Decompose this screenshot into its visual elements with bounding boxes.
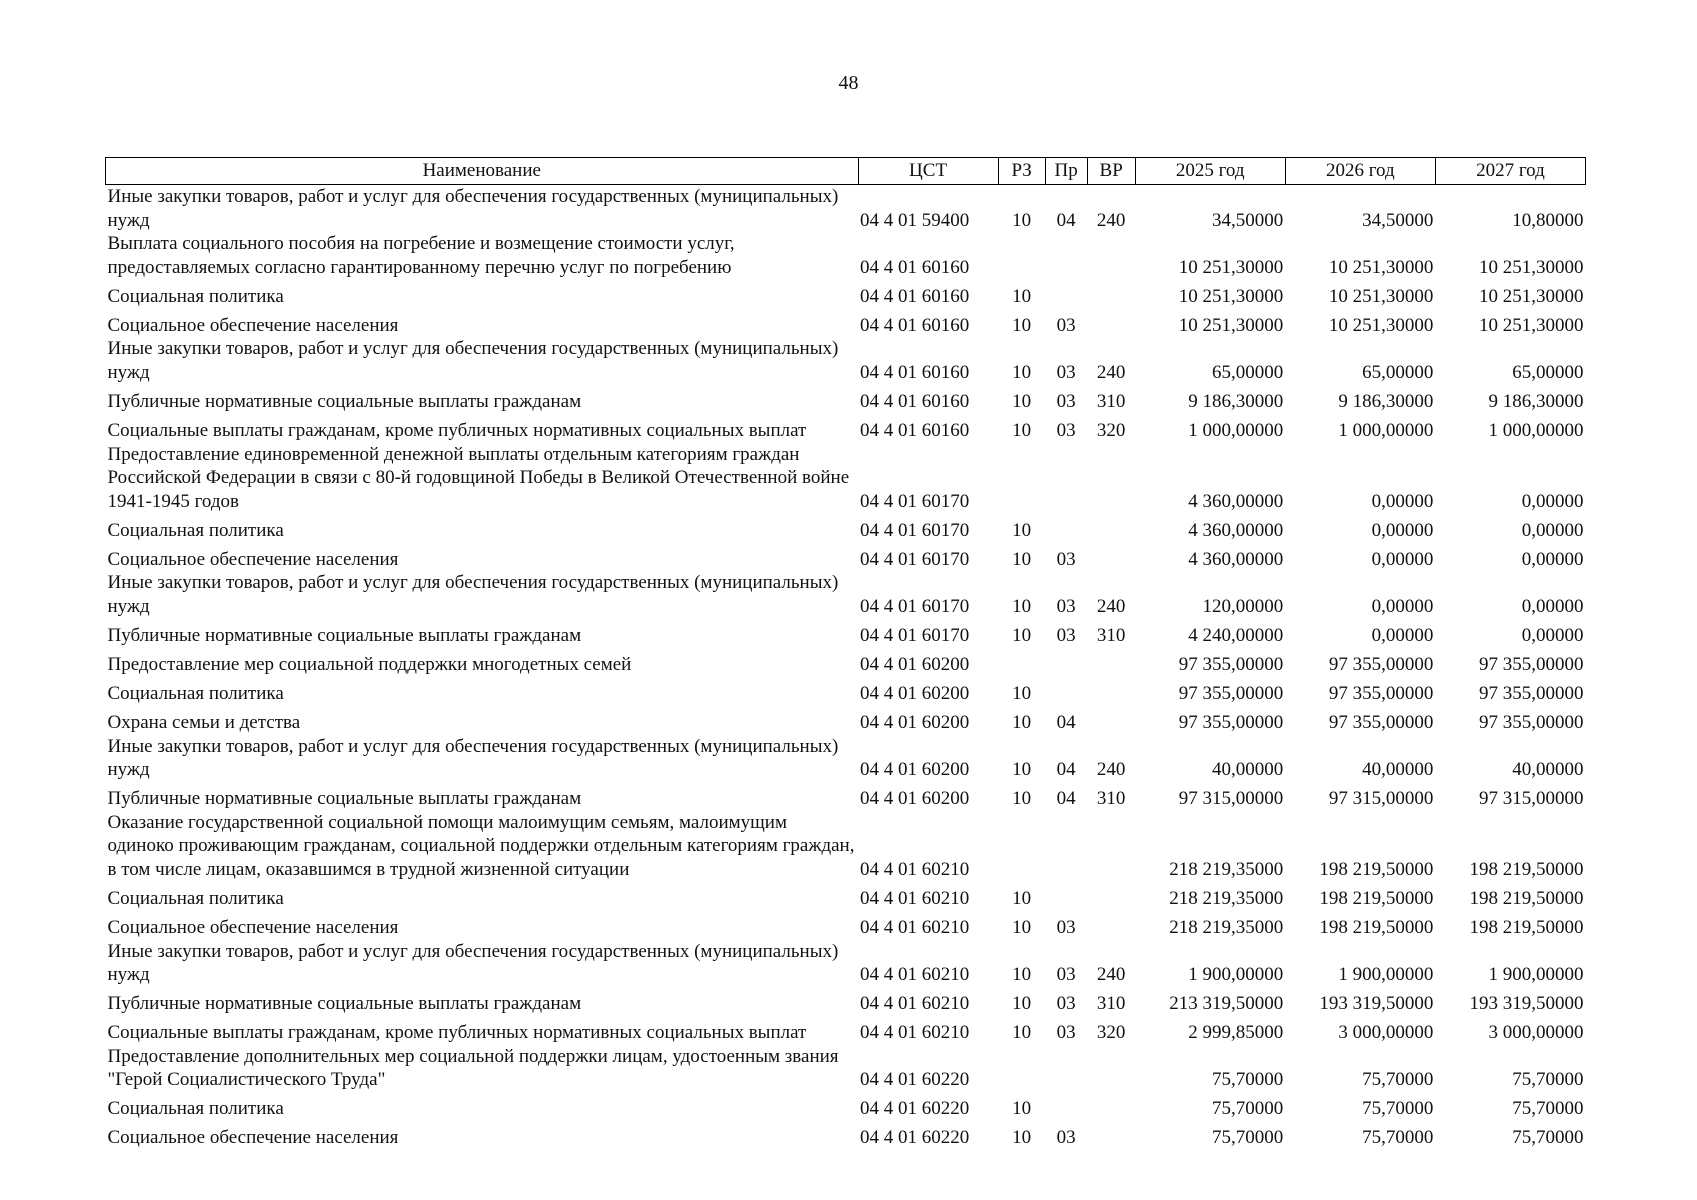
cell-2027: 198 219,50000 bbox=[1469, 887, 1584, 909]
cell-2026: 97 315,00000 bbox=[1328, 788, 1434, 810]
cell-pr bbox=[1045, 443, 1087, 514]
cell-2026: 1 900,00000 bbox=[1338, 964, 1434, 986]
table-row bbox=[106, 232, 1586, 279]
cell-2026: 75,70000 bbox=[1362, 1127, 1434, 1149]
cell-cst: 04 4 01 60210 bbox=[860, 964, 970, 986]
cell-2027: 40,00000 bbox=[1512, 759, 1584, 781]
cell-2025: 40,00000 bbox=[1212, 759, 1284, 781]
cell-2027: 97 355,00000 bbox=[1479, 682, 1584, 704]
cell-2026: 10 251,30000 bbox=[1328, 256, 1434, 278]
cell-vr bbox=[1087, 648, 1135, 677]
cell-pr: 03 bbox=[1056, 993, 1076, 1015]
cell-name: Социальные выплаты гражданам, кроме публичных нормативных социальных выплат bbox=[107, 419, 807, 441]
cell-pr: 03 bbox=[1056, 964, 1076, 986]
cell-2027: 198 219,50000 bbox=[1469, 916, 1584, 938]
cell-cst: 04 4 01 60220 bbox=[860, 1069, 970, 1091]
cell-2026: 75,70000 bbox=[1362, 1069, 1434, 1091]
cell-rz: 10 bbox=[1012, 595, 1032, 617]
cell-rz: 10 bbox=[1012, 519, 1032, 541]
cell-rz: 10 bbox=[1012, 788, 1032, 810]
table-row bbox=[106, 782, 1586, 811]
cell-vr bbox=[1087, 1045, 1135, 1092]
cell-cst: 04 4 01 60220 bbox=[860, 1098, 970, 1120]
table-row bbox=[106, 542, 1586, 571]
cell-pr: 03 bbox=[1056, 916, 1076, 938]
table-row bbox=[106, 619, 1586, 648]
cell-rz bbox=[998, 648, 1045, 677]
cell-cst: 04 4 01 60170 bbox=[860, 519, 970, 541]
cell-name: Предоставление единовременной денежной выплаты отдельным категориям граждан Российской Федерации в связи с 80-й годовщиной Победы в Великой Отечественной войне 1941-1945 годов bbox=[107, 443, 850, 512]
cell-name: Иные закупки товаров, работ и услуг для обеспечения государственных (муниципальных) нужд bbox=[107, 338, 839, 383]
cell-cst: 04 4 01 60200 bbox=[860, 711, 970, 733]
table-row bbox=[106, 185, 1586, 233]
cell-2027: 1 900,00000 bbox=[1488, 964, 1584, 986]
cell-2025: 4 360,00000 bbox=[1188, 548, 1284, 570]
cell-2027: 97 355,00000 bbox=[1479, 711, 1584, 733]
cell-2027: 65,00000 bbox=[1512, 361, 1584, 383]
cell-2025: 97 355,00000 bbox=[1178, 653, 1284, 675]
cell-pr bbox=[1045, 513, 1087, 542]
cell-pr bbox=[1045, 811, 1087, 882]
cell-cst: 04 4 01 60210 bbox=[860, 887, 970, 909]
cell-name: Иные закупки товаров, работ и услуг для обеспечения государственных (муниципальных) нужд bbox=[107, 940, 839, 986]
table-row bbox=[106, 513, 1586, 542]
cell-rz: 10 bbox=[1012, 759, 1032, 781]
table-row bbox=[106, 677, 1586, 706]
table-header bbox=[106, 158, 1586, 185]
cell-rz: 10 bbox=[1012, 314, 1032, 336]
cell-rz: 10 bbox=[1012, 1098, 1032, 1120]
cell-cst: 04 4 01 60170 bbox=[860, 595, 970, 617]
table-row bbox=[106, 940, 1586, 987]
cell-name: Иные закупки товаров, работ и услуг для обеспечения государственных (муниципальных) нужд bbox=[107, 186, 839, 231]
cell-rz: 10 bbox=[1012, 887, 1032, 909]
table-row bbox=[106, 1121, 1586, 1150]
page-number: 48 bbox=[838, 72, 859, 94]
cell-2027: 198 219,50000 bbox=[1469, 858, 1584, 880]
cell-rz: 10 bbox=[1012, 361, 1032, 383]
cell-2027: 193 319,50000 bbox=[1469, 993, 1584, 1015]
header-2026: 2026 год bbox=[1285, 158, 1435, 185]
table-row bbox=[106, 735, 1586, 782]
cell-cst: 04 4 01 60160 bbox=[860, 419, 970, 441]
cell-2026: 1 000,00000 bbox=[1338, 419, 1434, 441]
cell-2026: 0,00000 bbox=[1371, 490, 1434, 512]
cell-rz bbox=[998, 811, 1045, 882]
cell-rz: 10 bbox=[1012, 419, 1032, 441]
cell-pr: 03 bbox=[1056, 1022, 1076, 1044]
cell-pr bbox=[1045, 232, 1087, 279]
cell-2027: 75,70000 bbox=[1512, 1069, 1584, 1091]
cell-pr: 03 bbox=[1056, 624, 1076, 646]
cell-rz: 10 bbox=[1012, 548, 1032, 570]
cell-2027: 97 355,00000 bbox=[1479, 653, 1584, 675]
table-row bbox=[106, 1045, 1586, 1092]
cell-name: Иные закупки товаров, работ и услуг для обеспечения государственных (муниципальных) нужд bbox=[107, 572, 839, 617]
cell-vr: 310 bbox=[1096, 993, 1126, 1015]
cell-2025: 218 219,35000 bbox=[1169, 916, 1284, 938]
table-row bbox=[106, 571, 1586, 618]
cell-pr bbox=[1045, 1092, 1087, 1121]
cell-name: Публичные нормативные социальные выплаты гражданам bbox=[107, 788, 582, 810]
cell-2027: 0,00000 bbox=[1521, 519, 1584, 541]
header-cst: ЦСТ bbox=[858, 158, 998, 185]
cell-2026: 97 355,00000 bbox=[1328, 682, 1434, 704]
cell-2026: 10 251,30000 bbox=[1328, 314, 1434, 336]
cell-2025: 97 355,00000 bbox=[1178, 711, 1284, 733]
cell-2025: 218 219,35000 bbox=[1169, 887, 1284, 909]
cell-rz: 10 bbox=[1012, 711, 1032, 733]
cell-2027: 0,00000 bbox=[1521, 624, 1584, 646]
cell-cst: 04 4 01 60210 bbox=[860, 993, 970, 1015]
cell-name: Социальное обеспечение населения bbox=[107, 548, 399, 570]
cell-2025: 75,70000 bbox=[1212, 1127, 1284, 1149]
budget-table bbox=[105, 157, 1586, 1150]
cell-2027: 10 251,30000 bbox=[1479, 285, 1584, 307]
cell-rz bbox=[998, 443, 1045, 514]
cell-2025: 75,70000 bbox=[1212, 1098, 1284, 1120]
table-row bbox=[106, 414, 1586, 443]
header-pr: Пр bbox=[1045, 158, 1087, 185]
cell-pr: 04 bbox=[1056, 788, 1076, 810]
cell-vr bbox=[1087, 1121, 1135, 1150]
cell-2026: 75,70000 bbox=[1362, 1098, 1434, 1120]
cell-vr: 320 bbox=[1096, 419, 1126, 441]
cell-vr: 240 bbox=[1096, 595, 1126, 617]
cell-cst: 04 4 01 60160 bbox=[860, 390, 970, 412]
cell-name: Социальная политика bbox=[107, 887, 284, 909]
cell-cst: 04 4 01 60160 bbox=[860, 256, 970, 278]
table-row bbox=[106, 706, 1586, 735]
cell-rz bbox=[998, 1045, 1045, 1092]
cell-rz bbox=[998, 232, 1045, 279]
cell-vr bbox=[1087, 443, 1135, 514]
cell-rz: 10 bbox=[1012, 916, 1032, 938]
cell-2026: 0,00000 bbox=[1371, 595, 1434, 617]
cell-2026: 0,00000 bbox=[1371, 548, 1434, 570]
cell-vr bbox=[1087, 279, 1135, 308]
cell-2027: 10,80000 bbox=[1512, 209, 1584, 231]
table-row bbox=[106, 443, 1586, 514]
cell-pr bbox=[1045, 279, 1087, 308]
cell-2025: 4 240,00000 bbox=[1188, 624, 1284, 646]
cell-name: Охрана семьи и детства bbox=[107, 711, 301, 733]
cell-pr: 03 bbox=[1056, 390, 1076, 412]
cell-2026: 10 251,30000 bbox=[1328, 285, 1434, 307]
cell-2026: 34,50000 bbox=[1362, 209, 1434, 231]
cell-2026: 0,00000 bbox=[1371, 519, 1434, 541]
cell-2026: 3 000,00000 bbox=[1338, 1022, 1434, 1044]
cell-name: Иные закупки товаров, работ и услуг для обеспечения государственных (муниципальных) нужд bbox=[107, 735, 839, 781]
cell-2027: 0,00000 bbox=[1521, 595, 1584, 617]
table-row bbox=[106, 1092, 1586, 1121]
cell-rz: 10 bbox=[1012, 1022, 1032, 1044]
cell-name: Социальная политика bbox=[107, 682, 284, 704]
cell-vr bbox=[1087, 232, 1135, 279]
cell-cst: 04 4 01 60210 bbox=[860, 858, 970, 880]
table-row bbox=[106, 987, 1586, 1016]
cell-vr bbox=[1087, 911, 1135, 940]
cell-vr: 240 bbox=[1096, 209, 1126, 231]
header-vr: ВР bbox=[1087, 158, 1135, 185]
cell-2025: 213 319,50000 bbox=[1169, 993, 1284, 1015]
cell-pr bbox=[1045, 648, 1087, 677]
cell-vr: 240 bbox=[1096, 759, 1126, 781]
cell-2025: 10 251,30000 bbox=[1178, 314, 1284, 336]
cell-2025: 9 186,30000 bbox=[1188, 390, 1284, 412]
cell-rz: 10 bbox=[1012, 964, 1032, 986]
table-body bbox=[106, 185, 1586, 1150]
cell-2027: 1 000,00000 bbox=[1488, 419, 1584, 441]
table-row bbox=[106, 308, 1586, 337]
cell-name: Социальная политика bbox=[107, 285, 284, 307]
table-row bbox=[106, 882, 1586, 911]
cell-2027: 9 186,30000 bbox=[1488, 390, 1584, 412]
cell-2027: 0,00000 bbox=[1521, 490, 1584, 512]
cell-name: Публичные нормативные социальные выплаты гражданам bbox=[107, 624, 582, 646]
cell-2026: 0,00000 bbox=[1371, 624, 1434, 646]
table-row bbox=[106, 648, 1586, 677]
cell-cst: 04 4 01 60210 bbox=[860, 1022, 970, 1044]
cell-pr: 03 bbox=[1056, 595, 1076, 617]
header-rz: РЗ bbox=[998, 158, 1045, 185]
cell-vr bbox=[1087, 882, 1135, 911]
table-row bbox=[106, 385, 1586, 414]
cell-2025: 4 360,00000 bbox=[1188, 519, 1284, 541]
cell-name: Выплата социального пособия на погребение и возмещение стоимости услуг, предоставляемых согласно гарантированному перечню услуг по погребению bbox=[107, 233, 735, 278]
cell-2025: 75,70000 bbox=[1212, 1069, 1284, 1091]
cell-cst: 04 4 01 60160 bbox=[860, 285, 970, 307]
cell-vr: 310 bbox=[1096, 390, 1126, 412]
cell-2025: 97 355,00000 bbox=[1178, 682, 1284, 704]
cell-2025: 218 219,35000 bbox=[1169, 858, 1284, 880]
cell-name: Предоставление мер социальной поддержки многодетных семей bbox=[107, 653, 632, 675]
cell-rz: 10 bbox=[1012, 624, 1032, 646]
cell-name: Предоставление дополнительных мер социальной поддержки лицам, удостоенным звания "Герой Социалистического Труда" bbox=[107, 1045, 839, 1091]
cell-vr bbox=[1087, 677, 1135, 706]
cell-pr: 04 bbox=[1056, 711, 1076, 733]
cell-2026: 198 219,50000 bbox=[1319, 887, 1434, 909]
cell-pr: 03 bbox=[1056, 314, 1076, 336]
cell-rz: 10 bbox=[1012, 209, 1032, 231]
cell-rz: 10 bbox=[1012, 390, 1032, 412]
cell-2027: 75,70000 bbox=[1512, 1127, 1584, 1149]
header-2025: 2025 год bbox=[1135, 158, 1285, 185]
cell-name: Социальное обеспечение населения bbox=[107, 1127, 399, 1149]
cell-pr bbox=[1045, 882, 1087, 911]
table-row bbox=[106, 1016, 1586, 1045]
cell-vr: 320 bbox=[1096, 1022, 1126, 1044]
cell-cst: 04 4 01 59400 bbox=[860, 209, 970, 231]
cell-2025: 2 999,85000 bbox=[1188, 1022, 1284, 1044]
cell-vr: 310 bbox=[1096, 624, 1126, 646]
cell-2027: 97 315,00000 bbox=[1479, 788, 1584, 810]
cell-name: Социальное обеспечение населения bbox=[107, 314, 399, 336]
cell-pr: 04 bbox=[1056, 209, 1076, 231]
cell-rz: 10 bbox=[1012, 993, 1032, 1015]
cell-pr: 03 bbox=[1056, 548, 1076, 570]
cell-2025: 1 000,00000 bbox=[1188, 419, 1284, 441]
cell-2027: 75,70000 bbox=[1512, 1098, 1584, 1120]
cell-name: Социальная политика bbox=[107, 519, 284, 541]
cell-cst: 04 4 01 60200 bbox=[860, 759, 970, 781]
cell-pr: 03 bbox=[1056, 361, 1076, 383]
cell-2025: 4 360,00000 bbox=[1188, 490, 1284, 512]
cell-pr: 03 bbox=[1056, 419, 1076, 441]
cell-2026: 97 355,00000 bbox=[1328, 711, 1434, 733]
cell-2025: 65,00000 bbox=[1212, 361, 1284, 383]
cell-rz: 10 bbox=[1012, 285, 1032, 307]
cell-vr: 310 bbox=[1096, 788, 1126, 810]
cell-2027: 0,00000 bbox=[1521, 548, 1584, 570]
cell-pr: 04 bbox=[1056, 759, 1076, 781]
cell-rz: 10 bbox=[1012, 682, 1032, 704]
cell-cst: 04 4 01 60170 bbox=[860, 548, 970, 570]
table-row bbox=[106, 337, 1586, 384]
cell-name: Оказание государственной социальной помощи малоимущим семьям, малоимущим одиноко проживающим гражданам, социальной поддержки отдельным категориям граждан, в том числе лицам, оказавшимся в трудной жизненной ситуации bbox=[107, 811, 855, 880]
cell-name: Социальное обеспечение населения bbox=[107, 916, 399, 938]
cell-name: Публичные нормативные социальные выплаты гражданам bbox=[107, 390, 582, 412]
cell-2025: 1 900,00000 bbox=[1188, 964, 1284, 986]
cell-name: Социальная политика bbox=[107, 1098, 284, 1120]
cell-2027: 10 251,30000 bbox=[1479, 314, 1584, 336]
cell-rz: 10 bbox=[1012, 1127, 1032, 1149]
cell-vr bbox=[1087, 308, 1135, 337]
cell-2026: 9 186,30000 bbox=[1338, 390, 1434, 412]
cell-vr: 240 bbox=[1096, 964, 1126, 986]
cell-2025: 10 251,30000 bbox=[1178, 285, 1284, 307]
cell-vr bbox=[1087, 706, 1135, 735]
cell-2026: 198 219,50000 bbox=[1319, 916, 1434, 938]
cell-cst: 04 4 01 60200 bbox=[860, 682, 970, 704]
cell-2025: 10 251,30000 bbox=[1178, 256, 1284, 278]
cell-2026: 193 319,50000 bbox=[1319, 993, 1434, 1015]
cell-2027: 3 000,00000 bbox=[1488, 1022, 1584, 1044]
table-row bbox=[106, 811, 1586, 882]
table-row bbox=[106, 279, 1586, 308]
cell-2026: 65,00000 bbox=[1362, 361, 1434, 383]
header-name: Наименование bbox=[106, 158, 859, 185]
cell-cst: 04 4 01 60210 bbox=[860, 916, 970, 938]
cell-cst: 04 4 01 60170 bbox=[860, 624, 970, 646]
cell-pr: 03 bbox=[1056, 1127, 1076, 1149]
table-row bbox=[106, 911, 1586, 940]
cell-name: Социальные выплаты гражданам, кроме публичных нормативных социальных выплат bbox=[107, 1022, 807, 1044]
cell-vr bbox=[1087, 811, 1135, 882]
cell-vr bbox=[1087, 1092, 1135, 1121]
cell-cst: 04 4 01 60160 bbox=[860, 361, 970, 383]
cell-2026: 40,00000 bbox=[1362, 759, 1434, 781]
cell-vr bbox=[1087, 542, 1135, 571]
cell-2025: 34,50000 bbox=[1212, 209, 1284, 231]
cell-vr: 240 bbox=[1096, 361, 1126, 383]
cell-cst: 04 4 01 60200 bbox=[860, 653, 970, 675]
cell-pr bbox=[1045, 1045, 1087, 1092]
cell-cst: 04 4 01 60200 bbox=[860, 788, 970, 810]
header-2027: 2027 год bbox=[1435, 158, 1585, 185]
cell-name: Публичные нормативные социальные выплаты гражданам bbox=[107, 993, 582, 1015]
cell-2025: 120,00000 bbox=[1202, 595, 1284, 617]
cell-2026: 198 219,50000 bbox=[1319, 858, 1434, 880]
cell-cst: 04 4 01 60170 bbox=[860, 490, 970, 512]
cell-2025: 97 315,00000 bbox=[1178, 788, 1284, 810]
cell-cst: 04 4 01 60160 bbox=[860, 314, 970, 336]
cell-pr bbox=[1045, 677, 1087, 706]
cell-2026: 97 355,00000 bbox=[1328, 653, 1434, 675]
cell-vr bbox=[1087, 513, 1135, 542]
cell-cst: 04 4 01 60220 bbox=[860, 1127, 970, 1149]
cell-2027: 10 251,30000 bbox=[1479, 256, 1584, 278]
